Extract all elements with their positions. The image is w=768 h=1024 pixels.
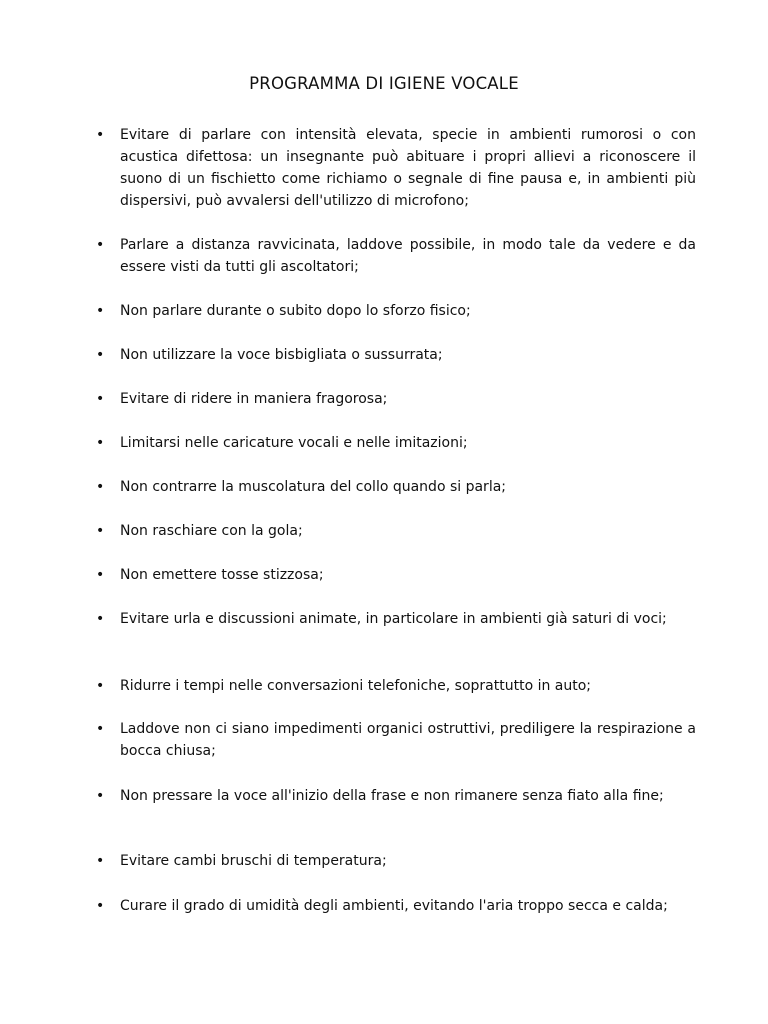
bullet-icon: • bbox=[96, 479, 105, 495]
list-item-text: Evitare cambi bruschi di temperatura; bbox=[120, 853, 387, 869]
list-item-text: Laddove non ci siano impedimenti organici ostruttivi, prediligere la respirazione a bocca chiusa; bbox=[120, 721, 696, 759]
list-item-text: Limitarsi nelle caricature vocali e nelle imitazioni; bbox=[120, 435, 468, 451]
bullet-icon: • bbox=[96, 611, 105, 627]
list-item-text: Non raschiare con la gola; bbox=[120, 523, 303, 539]
bullet-icon: • bbox=[96, 721, 105, 737]
page-title: PROGRAMMA DI IGIENE VOCALE bbox=[249, 74, 519, 93]
bullet-icon: • bbox=[96, 678, 105, 694]
list-item-text: Ridurre i tempi nelle conversazioni telefoniche, soprattutto in auto; bbox=[120, 678, 592, 694]
bullet-icon: • bbox=[96, 391, 105, 407]
bullet-icon: • bbox=[96, 853, 105, 869]
bullet-icon: • bbox=[96, 127, 105, 143]
bullet-icon: • bbox=[96, 303, 105, 319]
list-item-text: Evitare urla e discussioni animate, in particolare in ambienti già saturi di voci; bbox=[120, 611, 667, 627]
bullet-icon: • bbox=[96, 237, 105, 253]
list-item-text: Non pressare la voce all'inizio della frase e non rimanere senza fiato alla fine; bbox=[120, 788, 664, 804]
bullet-icon: • bbox=[96, 898, 105, 914]
list-item-text: Parlare a distanza ravvicinata, laddove possibile, in modo tale da vedere e da essere visti da tutti gli ascoltatori; bbox=[120, 237, 696, 275]
bullet-icon: • bbox=[96, 435, 105, 451]
bullet-icon: • bbox=[96, 347, 105, 363]
list-item-text: Non utilizzare la voce bisbigliata o sussurrata; bbox=[120, 347, 443, 363]
bullet-icon: • bbox=[96, 567, 105, 583]
bullet-icon: • bbox=[96, 523, 105, 539]
list-item-text: Evitare di ridere in maniera fragorosa; bbox=[120, 391, 388, 407]
bullet-icon: • bbox=[96, 788, 105, 804]
list-item-text: Non emettere tosse stizzosa; bbox=[120, 567, 324, 583]
list-item-text: Evitare di parlare con intensità elevata, specie in ambienti rumorosi o con acustica difettosa: un insegnante può abituare i propri allievi a riconoscere il suono di un fischietto come richiamo o segnale di fine pausa e, in ambienti più dispersivi, può avvalersi dell'utilizzo di microfono; bbox=[120, 127, 696, 209]
list-item-text: Curare il grado di umidità degli ambienti, evitando l'aria troppo secca e calda; bbox=[120, 898, 668, 914]
list-item-text: Non contrarre la muscolatura del collo quando si parla; bbox=[120, 479, 506, 495]
list-item-text: Non parlare durante o subito dopo lo sforzo fisico; bbox=[120, 303, 471, 319]
